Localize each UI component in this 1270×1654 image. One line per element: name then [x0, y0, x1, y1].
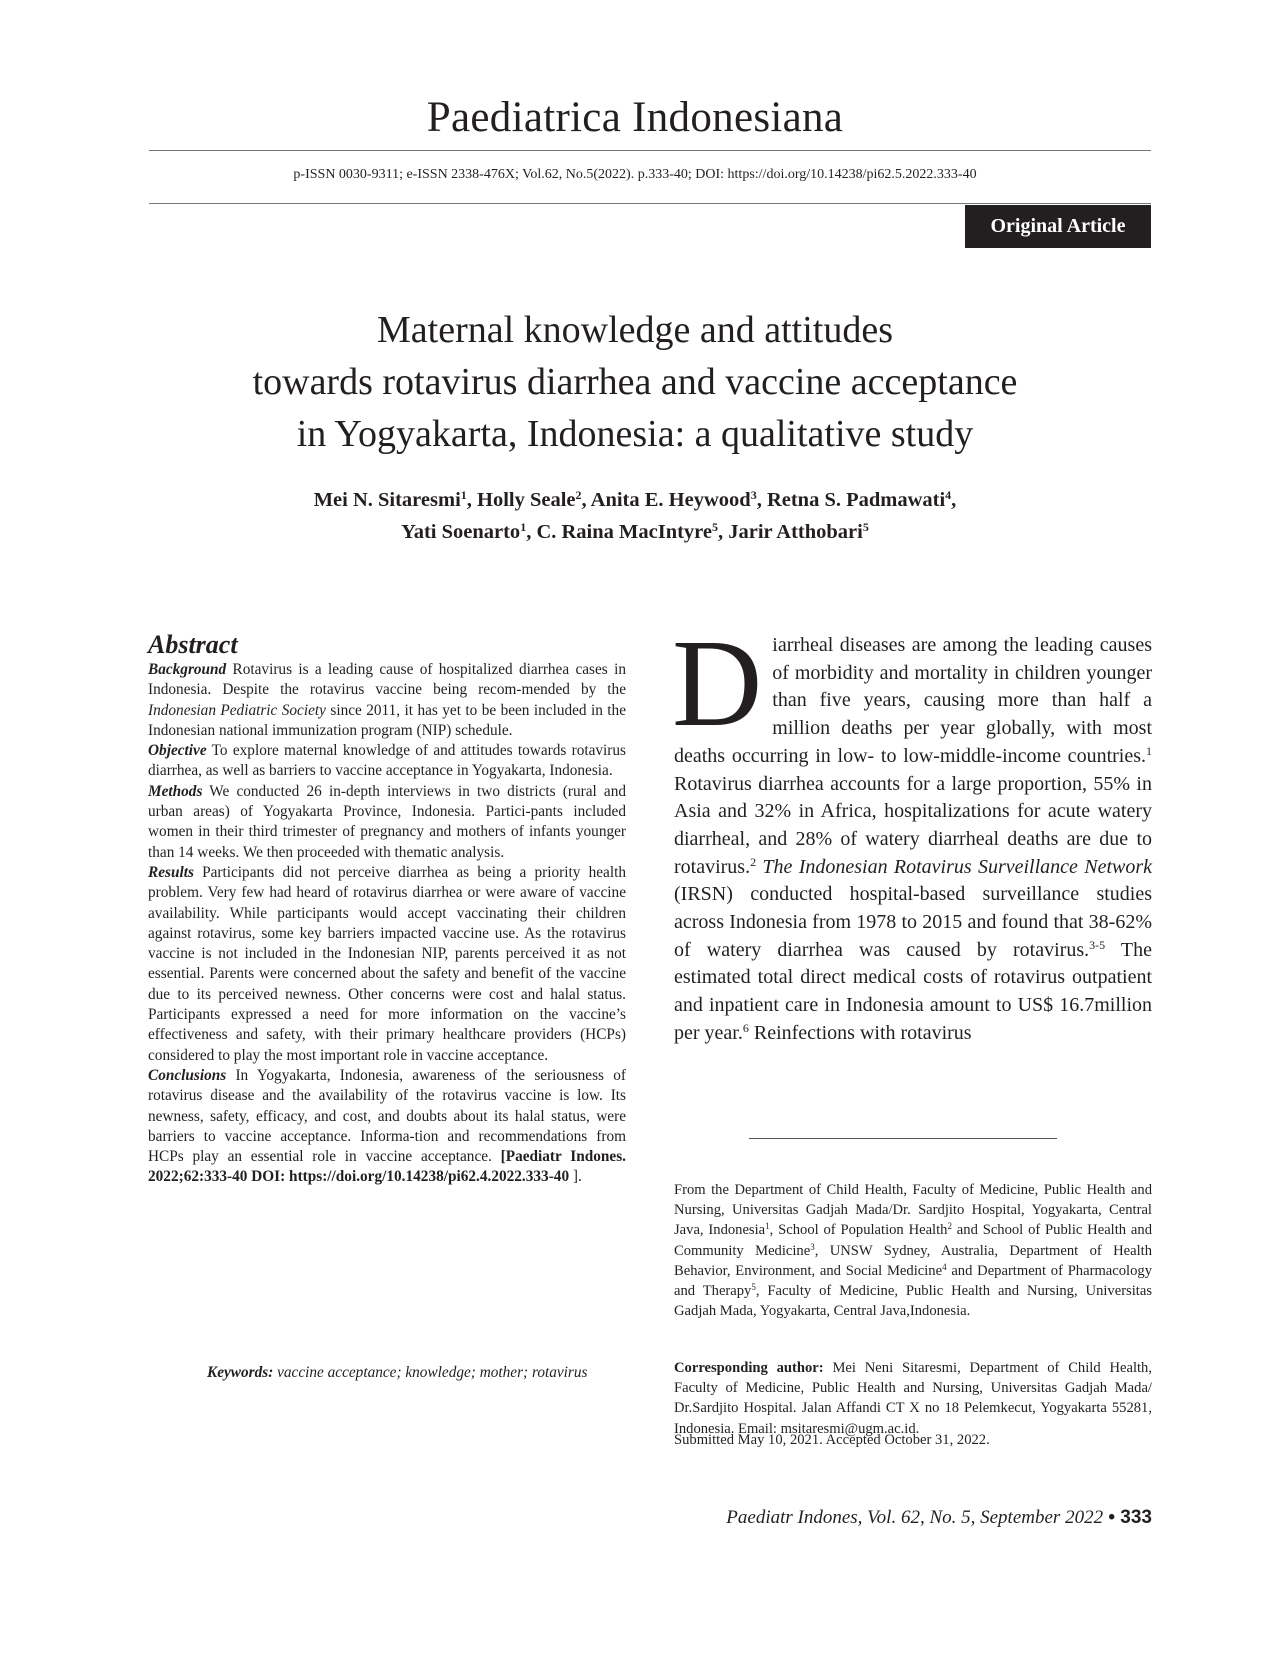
author-separator: , — [466, 489, 478, 511]
journal-title: Paediatrica Indonesiana — [426, 94, 844, 141]
title-line: in Yogyakarta, Indonesia: a qualitative study — [296, 413, 974, 455]
background-text-2: since 2011, it has yet to be been included in the Indonesian national immunization program (NIP) schedule. — [148, 701, 626, 739]
author-separator: , — [526, 521, 537, 543]
abstract-objective — [148, 741, 626, 782]
affil-sup: 1 — [765, 1221, 770, 1232]
affil-text: and School of Public Health and Community Medicine — [674, 1222, 1152, 1259]
corresponding-label: Corresponding author: — [674, 1360, 824, 1376]
author-affiliation: 5 — [862, 520, 869, 534]
intro-paragraph — [672, 615, 1153, 1048]
author-affiliation: 1 — [520, 520, 527, 534]
intro-text: (IRSN) conducted hospital-based surveillance studies across Indonesia from 1978 to 2015 and found that 38-62% of watery diarrhea was caused by rotavirus. — [674, 883, 1152, 961]
background-italic: Indonesian Pediatric Society — [148, 701, 326, 719]
article-type-badge: Original Article — [965, 205, 1151, 248]
author-affiliation: 4 — [945, 488, 952, 502]
affil-text: , Faculty of Medicine, Public Health and Nursing, Universitas Gadjah Mada, Yogyakarta, Central Java,Indonesia. — [674, 1283, 1153, 1320]
author-affiliation: 2 — [575, 488, 582, 502]
background-text: Rotavirus is a leading cause of hospitalized diarrhea cases in Indonesia. Despite the rotavirus vaccine being recom-mended by the — [148, 661, 626, 699]
objective-label: Objective — [148, 742, 207, 760]
footer-bullet: • — [1103, 1507, 1121, 1528]
dropcap: D — [672, 615, 763, 753]
results-label: Results — [148, 863, 194, 881]
author-line — [100, 516, 1170, 548]
background-label: Background — [148, 661, 227, 678]
footnote-rule — [749, 1138, 1057, 1139]
abstract-background — [148, 660, 626, 741]
author-name: Anita E. Heywood — [590, 489, 751, 511]
author-affiliation: 3 — [750, 488, 757, 502]
abstract-heading: Abstract — [148, 630, 238, 659]
author-list — [100, 484, 1170, 548]
author-separator: , — [581, 489, 591, 511]
page-footer — [726, 1507, 1152, 1529]
affiliations — [674, 1180, 1152, 1321]
title-line: Maternal knowledge and attitudes — [376, 309, 893, 351]
author-name: Jarir Atthobari — [728, 521, 863, 543]
intro-text: Rotavirus diarrhea accounts for a large proportion, 55% in Asia and 32% in Africa, hospitalizations for acute watery diarrheal, and 28% of watery diarrheal deaths are due to rotavirus. — [674, 772, 1152, 878]
keywords — [207, 1362, 597, 1384]
affil-sup: 3 — [810, 1241, 815, 1252]
author-line — [100, 484, 1170, 516]
abstract-citation: [Paediatr Indones. 2022;62:333-40 DOI: https://doi.org/10.14238/pi62.4.2022.333-40 — [148, 1148, 626, 1186]
intro-text: The estimated total direct medical costs of rotavirus outpatient and inpatient care in Indonesia amount to US$ 16.7million per year. — [674, 938, 1152, 1044]
abstract-conclusions — [148, 1066, 626, 1188]
intro-italic: The Indonesian Rotavirus Surveillance Network — [762, 855, 1153, 878]
abstract-citation-end: ]. — [569, 1168, 582, 1186]
author-separator: , — [718, 521, 729, 543]
intro-text: iarrheal diseases are among the leading causes of morbidity and mortality in children younger than five years, causing more than half a million deaths per year globally, with most deaths occurring in low- to low-middle-income countries. — [674, 634, 1152, 767]
author-affiliation: 1 — [460, 488, 467, 502]
keywords-text: vaccine acceptance; knowledge; mother; rotavirus — [273, 1364, 588, 1381]
ref-superscript: 2 — [750, 854, 757, 869]
author-separator: , — [756, 489, 767, 511]
title-line: towards rotavirus diarrhea and vaccine acceptance — [252, 361, 1018, 403]
intro-text: Reinfections with rotavirus — [748, 1021, 972, 1044]
affil-text: From the Department of Child Health, Faculty of Medicine, Public Health and Nursing, Universitas Gadjah Mada/Dr. Sardjito Hospital, Yogyakarta, Central Java, Indonesia — [674, 1182, 1152, 1239]
author-affiliation: 5 — [712, 520, 718, 534]
objective-text: To explore maternal knowledge of and attitudes towards rotavirus diarrhea, as well as barriers to vaccine acceptance in Yogyakarta, Indonesia. — [148, 742, 626, 780]
author-name: Yati Soenarto — [401, 521, 521, 543]
intro-section — [672, 615, 1153, 1048]
author-name: Retna S. Padmawati — [766, 489, 946, 511]
affil-text: and Department of Pharmacology and Therapy — [674, 1262, 1152, 1300]
affil-text: , UNSW Sydney, Australia, Department of Health Behavior, Environment, and Social Medicine — [674, 1242, 1152, 1279]
author-separator: , — [951, 489, 957, 511]
affil-sup: 5 — [751, 1282, 756, 1293]
conclusions-text: In Yogyakarta, Indonesia, awareness of the seriousness of rotavirus disease and the availability of the rotavirus vaccine is low. Its newness, safety, efficacy, and cost, and doubts about its halal status, were barriers to vaccine acceptance. Informa-tion and recommendations from HCPs play an essential role in vaccine acceptance. — [148, 1066, 626, 1166]
methods-text: We conducted 26 in-depth interviews in two districts (rural and urban areas) of Yogyakarta Province, Indonesia. Partici-pants included women in their third trimester of pregnancy and mothers of infants younger than 14 weeks. We then proceeded with thematic analysis. — [148, 782, 626, 861]
results-text: Participants did not perceive diarrhea as being a priority health problem. Very few had heard of rotavirus diarrhea or were aware of vaccine availability. While participants would accept vaccinating their children against rotavirus, some key barriers impacted vaccine use. As the rotavirus vaccine is not included in the Indonesian NIP, parents perceived it as not essential. Parents were concerned about the safety and benefit of the vaccine due to its perceived newness. Other concerns were cost and halal status. Participants expressed a need for more information on the vaccine’s effectiveness and safety, with their primary healthcare providers (HCPs) considered to play the most important role in vaccine acceptance. — [148, 863, 626, 1064]
header-rule-top — [149, 150, 1151, 151]
keywords-label: Keywords: — [207, 1364, 274, 1381]
page-number: 333 — [1120, 1507, 1152, 1528]
footer-citation: Paediatr Indones, Vol. 62, No. 5, September 2022 — [726, 1507, 1104, 1528]
ref-superscript: 1 — [1146, 743, 1152, 758]
author-name: C. Raina MacIntyre — [536, 521, 712, 543]
methods-label: Methods — [148, 782, 203, 800]
affil-text: , School of Population Health — [769, 1222, 948, 1239]
ref-superscript: 6 — [742, 1020, 749, 1035]
issn-line: p-ISSN 0030-9311; e-ISSN 2338-476X; Vol.62, No.5(2022). p.333-40; DOI: https://doi.org/10.14238/pi62.5.2022.333-40 — [293, 167, 977, 182]
abstract-results — [148, 863, 626, 1066]
submission-dates: Submitted May 10, 2021. Accepted October 31, 2022. — [674, 1432, 990, 1448]
corresponding-author — [674, 1358, 1152, 1439]
ref-superscript: 3-5 — [1089, 937, 1106, 952]
abstract-methods — [148, 782, 626, 863]
author-name: Holly Seale — [477, 489, 576, 511]
abstract-section — [148, 630, 626, 1188]
header-rule-bottom — [149, 203, 1151, 204]
affil-sup: 2 — [947, 1221, 952, 1232]
corresponding-text: Mei Neni Sitaresmi, Department of Child Health, Faculty of Medicine, Public Health and Nursing, Universitas Gadjah Mada/ Dr.Sardjito Hospital. Jalan Affandi CT X no 18 Pelemkecut, Yogyakarta 55281, Indonesia. Email: msitaresmi@ugm.ac.id. — [674, 1360, 1152, 1437]
conclusions-label: Conclusions — [148, 1066, 227, 1084]
author-name: Mei N. Sitaresmi — [313, 489, 461, 511]
affil-sup: 4 — [942, 1261, 947, 1272]
article-title — [100, 304, 1170, 460]
